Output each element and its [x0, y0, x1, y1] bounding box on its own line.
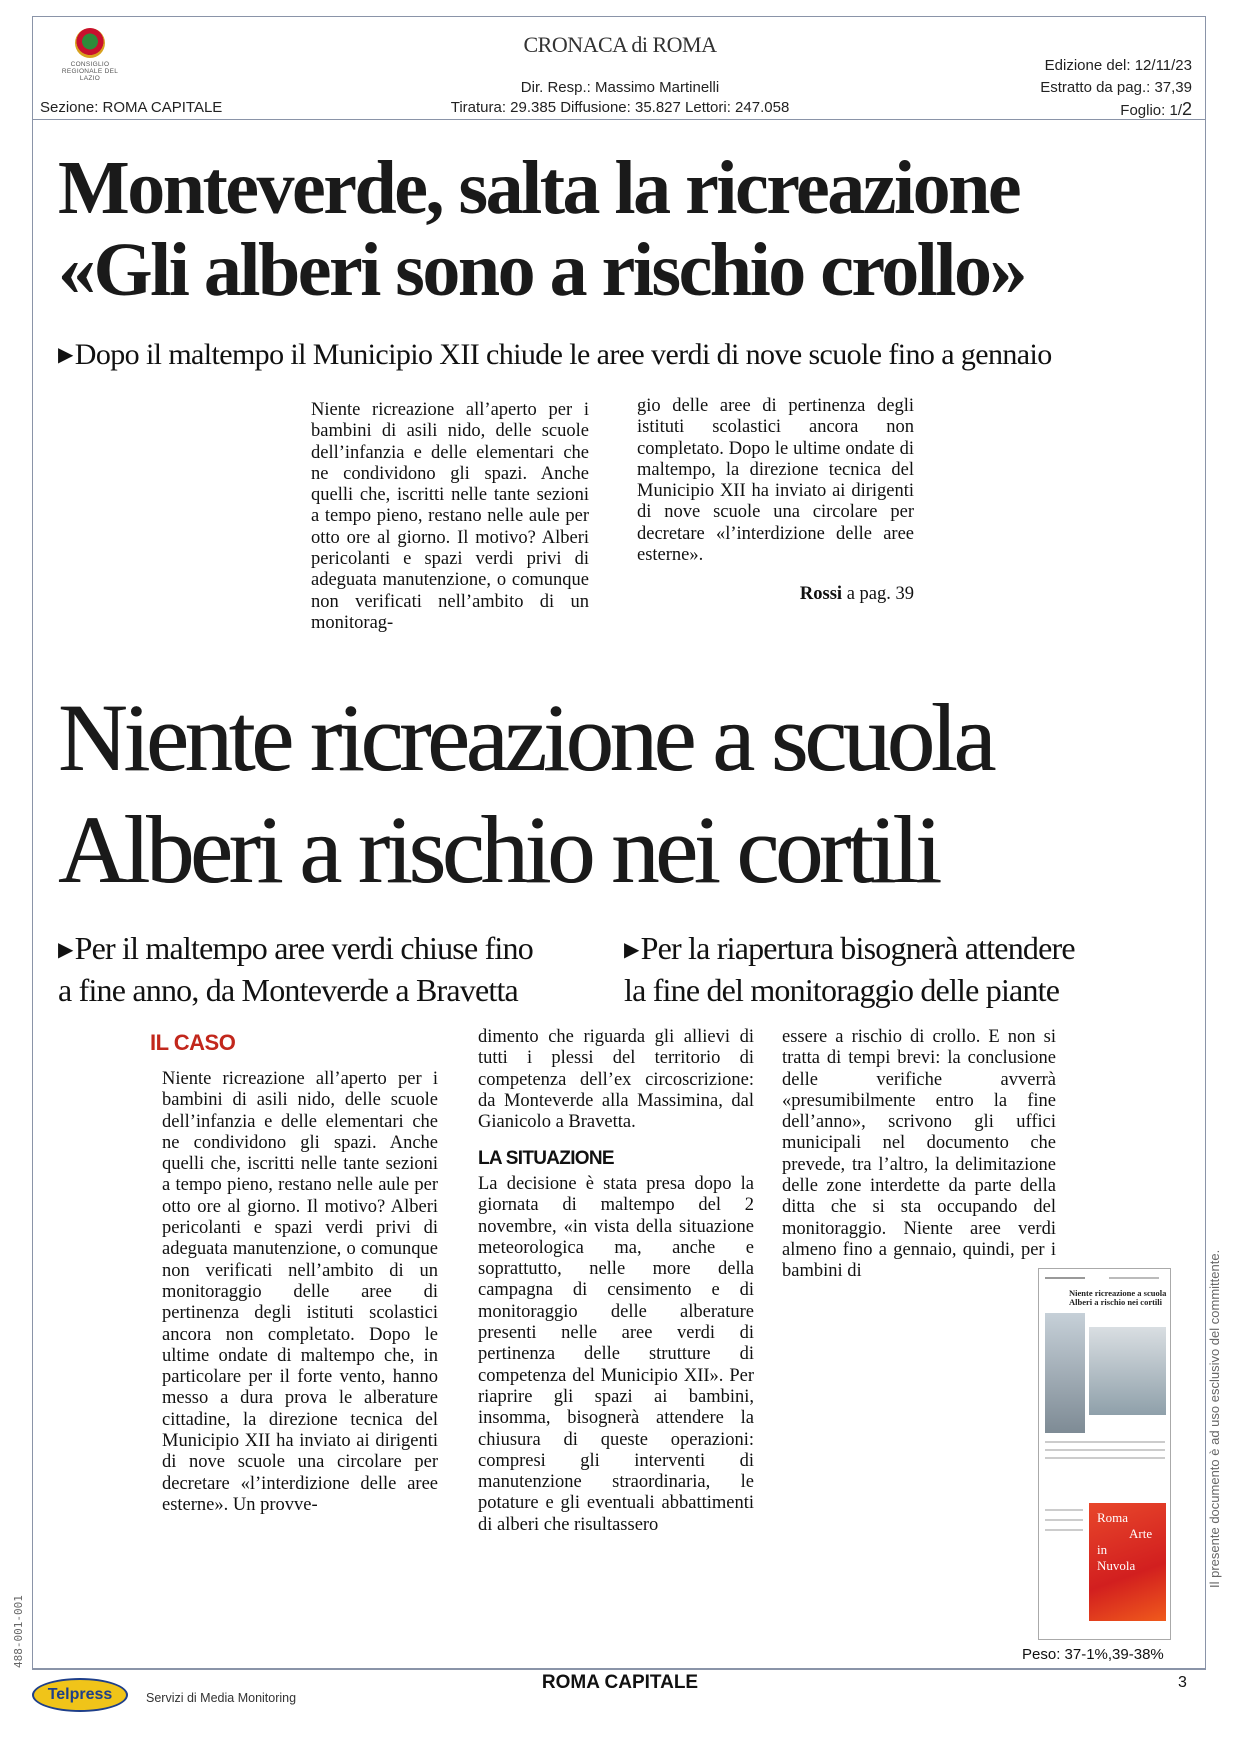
weight-percentages: Peso: 37-1%,39-38%	[1022, 1646, 1164, 1663]
thumbnail-title: Niente ricreazione a scuola Alberi a rischio nei cortili	[1069, 1288, 1167, 1307]
director: Dir. Resp.: Massimo Martinelli	[520, 79, 720, 96]
article1-headline-line2: «Gli alberi sono a rischio crollo»	[58, 228, 1026, 312]
thumbnail-photo	[1089, 1327, 1166, 1415]
thumb-line	[1045, 1441, 1165, 1443]
edition-date: Edizione del: 12/11/23	[1044, 57, 1192, 74]
article1-page-reference	[637, 584, 914, 605]
footer-section: ROMA CAPITALE	[541, 1672, 699, 1693]
regional-council-logo	[52, 28, 128, 82]
article2-column1: Niente ricreazione all’aperto per i bambini di asili nido, delle scuole dell’infanzia e delle elementari che ne condividono gli spazi. Anche quelli che, iscritti nelle tante sezioni a tempo pieno, restano nelle aule per otto ore al giorno. Il motivo? Alberi pericolanti e spazi verdi privi di adeguata manutenzione, o comunque non verificati nell’ambito di un monitoraggio delle aree di pertinenza degli istituti scolastici ancora non completato. Dopo le ultime ondate di maltempo che, in particolare per il forte vento, hanno messo a dura prova le alberature cittadine, la direzione tecnica del Municipio XII ha inviato ai dirigenti di nove scuole una circolare per decretare «l’interdizione delle aree esterne». Un provve-	[162, 1069, 438, 1515]
thumb-line	[1045, 1457, 1165, 1459]
circulation-stats: Tiratura: 29.385 Diffusione: 35.827 Lettori: 247.058	[450, 99, 790, 116]
page-thumbnail	[1038, 1268, 1171, 1640]
sheet-total: 2	[1181, 99, 1192, 119]
triangle-bullet-icon: ▶	[624, 939, 639, 961]
article2-column3: essere a rischio di crollo. E non si tratta di tempi brevi: la conclusione delle verifiche avverrà «presumibilmente entro la fine dell’anno», scrivono gli uffici municipali nel documento che prevede, tra l’altro, la delimitazione delle zone interdette da parte della ditta che si sta occupando del monitoraggio. Niente aree verdi almeno fino a gennaio, quindi, per i bambini di	[782, 1027, 1056, 1282]
article1-headline-line1: Monteverde, salta la ricreazione	[58, 146, 1020, 230]
sub-right-line2: la fine del monitoraggio delle piante	[624, 972, 1060, 1008]
thumb-line	[1045, 1509, 1083, 1511]
header-separator	[32, 119, 1206, 120]
document-code: 488-001-001	[12, 1595, 25, 1668]
triangle-bullet-icon: ▶	[58, 344, 73, 366]
telpress-logo	[32, 1678, 128, 1712]
article2-subhead: LA SITUAZIONE	[478, 1148, 614, 1169]
section-label: Sezione: ROMA CAPITALE	[40, 99, 223, 116]
ad-text: in	[1097, 1542, 1108, 1557]
ad-text: Nuvola	[1097, 1558, 1136, 1573]
article1-column1: Niente ricreazione all’aperto per i bambini di asili nido, delle scuole dell’infanzia e delle elementari che ne condividono gli spazi. Anche quelli che, iscritti nelle tante sezioni a tempo pieno, restano nelle aule per otto ore al giorno. Il motivo? Alberi pericolanti e spazi verdi privi di adeguata manutenzione, o comunque non verificati nell’ambito di un monitorag-	[311, 400, 589, 633]
sub-left-line2: a fine anno, da Monteverde a Bravetta	[58, 972, 518, 1008]
thumbnail-advertisement	[1089, 1503, 1166, 1621]
article2-column2-top: dimento che riguarda gli allievi di tutti i plessi del territorio di competenza dell’ex circoscrizione: da Monteverde alla Massimina, dal Gianicolo a Bravetta.	[478, 1027, 754, 1133]
page-number: 3	[1178, 1674, 1187, 1691]
triangle-bullet-icon: ▶	[58, 939, 73, 961]
footer-separator	[32, 1669, 1206, 1670]
article2-headline-line2: Alberi a rischio nei cortili	[58, 796, 938, 903]
thumb-line	[1045, 1519, 1083, 1521]
ad-text: Roma	[1097, 1510, 1129, 1525]
extract-pages: Estratto da pag.: 37,39	[1040, 79, 1192, 96]
article2-subheadline-right	[624, 928, 1075, 1010]
logo-text: CONSIGLIO REGIONALE DEL LAZIO	[61, 61, 119, 82]
article1-subheadline-text: Dopo il maltempo il Municipio XII chiude le aree verdi di nove scuole fino a gennaio	[74, 338, 1052, 371]
sub-left-line1: Per il maltempo aree verdi chiuse fino	[74, 930, 533, 966]
service-description: Servizi di Media Monitoring	[146, 1691, 297, 1705]
page-ref: a pag. 39	[842, 584, 914, 604]
thumb-line	[1045, 1277, 1085, 1279]
sheet-prefix: Foglio: 1/	[1120, 102, 1182, 119]
article2-kicker: IL CASO	[150, 1030, 236, 1055]
article2-headline-line1: Niente ricreazione a scuola	[58, 684, 993, 791]
sheet-number	[1120, 99, 1192, 120]
telpress-brand: Telpress	[32, 1678, 128, 1712]
article2-column2-bottom: La decisione è stata presa dopo la giornata di maltempo del 2 novembre, «in vista della situazione meteorologica ma, anche e soprattutto, nelle more della campagna di censimento e di monitoraggio delle alberature presenti nelle aree verdi di pertinenza delle strutture di competenza del Municipio XII». Per riaprire gli spazi ai bambini, insomma, bisognerà attendere la chiusura di queste operazioni: compresi gli interventi di manutenzione straordinaria, le potature e gli eventuali abbattimenti di alberi che risultassero	[478, 1174, 754, 1535]
author-name: Rossi	[799, 584, 843, 604]
article1-subheadline	[58, 338, 1052, 372]
thumb-line	[1109, 1277, 1159, 1279]
seal-icon	[75, 28, 105, 58]
article2-subheadline-left	[58, 928, 533, 1010]
side-notice: Il presente documento è ad uso esclusivo del committente.	[1207, 1249, 1222, 1588]
article1-column2: gio delle aree di pertinenza degli istituti scolastici ancora non completato. Dopo le ultime ondate di maltempo, la direzione tecnica del Municipio XII ha inviato ai dirigenti di nove scuole una circolare per decretare «l’interdizione delle aree esterne».	[637, 396, 914, 566]
ad-text: Arte	[1129, 1526, 1153, 1541]
thumb-line	[1045, 1449, 1165, 1451]
thumb-line	[1045, 1529, 1083, 1531]
newspaper-masthead: CRONACA di ROMA	[523, 32, 717, 57]
sub-right-line1: Per la riapertura bisognerà attendere	[640, 930, 1075, 966]
thumbnail-photo	[1045, 1313, 1085, 1433]
